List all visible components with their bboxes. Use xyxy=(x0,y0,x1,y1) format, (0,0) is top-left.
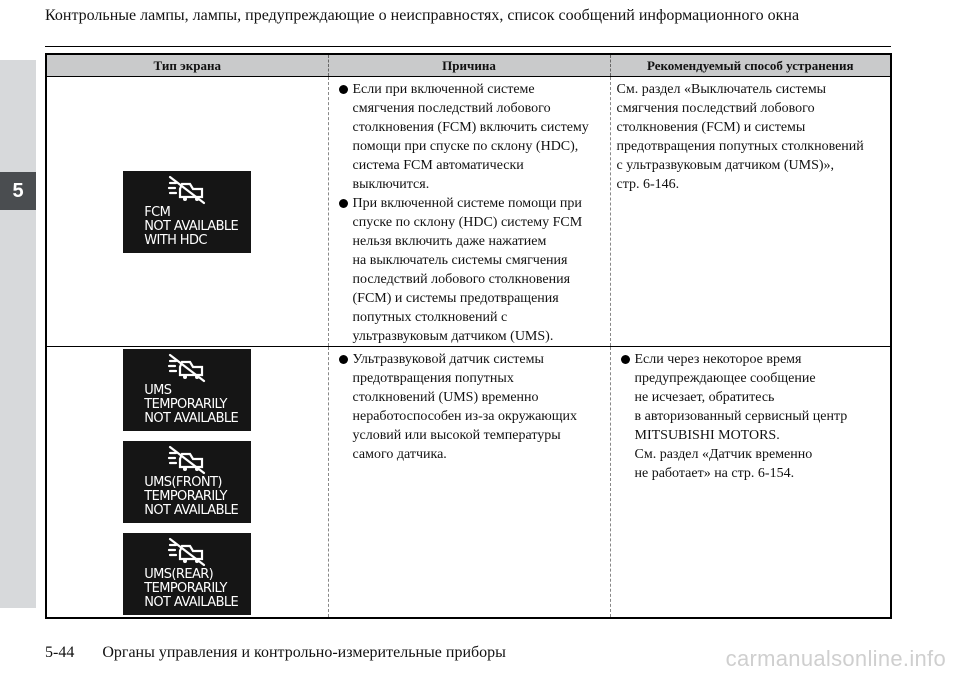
chapter-number: 5 xyxy=(0,172,36,210)
remedy-line: MITSUBISHI MOTORS. xyxy=(634,428,780,443)
info-display-screen xyxy=(123,349,251,431)
cause-line: смягчения последствий лобового xyxy=(352,101,551,116)
cause-list xyxy=(335,80,604,346)
remedy-line: предупреждающее сообщение xyxy=(634,371,816,386)
cause-line: столкновения (FCM) включить систему xyxy=(352,120,589,135)
remedy-line: смягчения последствий лобового xyxy=(616,101,815,116)
table-row xyxy=(46,77,891,347)
display-message-line: NOT AVAILABLE xyxy=(144,595,239,610)
cause-line: попутных столкновений с xyxy=(352,310,508,325)
info-display-screen xyxy=(123,441,251,523)
cause-item xyxy=(335,80,604,194)
cause-line: выключится. xyxy=(352,177,430,192)
page-header-title: Контрольные лампы, лампы, предупреждающие о неисправностях, список сообщений информационного окна xyxy=(45,7,800,24)
display-message-line: UMS xyxy=(144,383,172,398)
remedy-line: с ультразвуковым датчиком (UMS)», xyxy=(616,158,835,173)
info-display-screen xyxy=(123,533,251,615)
page-number: 5-44 xyxy=(45,644,75,661)
column-header-screen-type: Тип экрана xyxy=(46,54,328,77)
cause-line: условий или высокой температуры xyxy=(352,428,561,443)
display-message-line: TEMPORARILY xyxy=(144,489,227,504)
display-message-text xyxy=(144,476,238,518)
table-row xyxy=(46,347,891,619)
screen-stack xyxy=(47,349,328,615)
column-header-remedy: Рекомендуемый способ устранения xyxy=(610,54,891,77)
page-footer xyxy=(45,644,506,662)
cause-line: система FCM автоматически xyxy=(352,158,524,173)
cause-line: помощи при спуске по склону (HDC), xyxy=(352,139,579,154)
remedy-line: См. раздел «Выключатель системы xyxy=(616,82,827,97)
cause-item xyxy=(335,194,604,346)
cause-line: самого датчика. xyxy=(352,447,447,462)
remedy-line: стр. 6-146. xyxy=(616,177,680,192)
cause-cell xyxy=(328,77,610,347)
display-message-line: TEMPORARILY xyxy=(144,397,227,412)
header-divider xyxy=(45,46,891,47)
info-display-screen xyxy=(123,171,251,253)
cause-line: Ультразвуковой датчик системы xyxy=(352,352,544,367)
screen-type-cell xyxy=(46,347,328,619)
cause-line: неработоспособен из-за окружающих xyxy=(352,409,578,424)
table-header-row xyxy=(46,54,891,77)
remedy-line: Если через некоторое время xyxy=(634,352,802,367)
cause-line: на выключатель системы смягчения xyxy=(352,253,568,268)
watermark: carmanualsonline.info xyxy=(725,646,946,671)
display-message-text xyxy=(144,568,238,610)
cause-line: При включенной системе помощи при xyxy=(352,196,582,211)
cause-line: Если при включенной системе xyxy=(352,82,535,97)
cause-line: предотвращения попутных xyxy=(352,371,514,386)
display-message-line: FCM xyxy=(144,204,171,220)
display-message-line: NOT AVAILABLE xyxy=(144,411,239,426)
remedy-item xyxy=(617,350,885,483)
cause-cell xyxy=(328,347,610,619)
remedy-paragraph xyxy=(617,80,885,194)
cause-list xyxy=(335,350,604,464)
screen-stack xyxy=(47,171,328,253)
cause-line: столкновений (UMS) временно xyxy=(352,390,539,405)
display-message-line: TEMPORARILY xyxy=(144,581,227,596)
cause-line: нельзя включить даже нажатием xyxy=(352,234,547,249)
display-message-line: NOT AVAILABLE xyxy=(144,503,239,518)
chapter-side-tab xyxy=(0,60,36,608)
display-message-line: UMS(FRONT) xyxy=(144,475,222,490)
remedy-line: не исчезает, обратитесь xyxy=(634,390,775,405)
remedy-line: столкновения (FCM) и системы xyxy=(616,120,806,135)
cause-line: последствий лобового столкновения xyxy=(352,272,571,287)
remedy-line: См. раздел «Датчик временно xyxy=(634,447,813,462)
remedy-line: в авторизованный сервисный центр xyxy=(634,409,848,424)
cause-line: (FCM) и системы предотвращения xyxy=(352,291,559,306)
display-message-line: WITH HDC xyxy=(144,232,207,248)
column-header-cause: Причина xyxy=(328,54,610,77)
footer-section-title: Органы управления и контрольно-измерительные приборы xyxy=(102,644,506,661)
display-message-line: NOT AVAILABLE xyxy=(144,218,239,234)
cause-line: ультразвуковым датчиком (UMS). xyxy=(352,329,554,344)
remedy-line: предотвращения попутных столкновений xyxy=(616,139,864,154)
remedy-list xyxy=(617,350,885,483)
messages-table xyxy=(45,53,892,619)
display-message-line: UMS(REAR) xyxy=(144,567,214,582)
display-message-text xyxy=(144,206,238,248)
screen-type-cell xyxy=(46,77,328,347)
remedy-cell xyxy=(610,77,891,347)
cause-item xyxy=(335,350,604,464)
remedy-cell xyxy=(610,347,891,619)
display-message-text xyxy=(144,384,238,426)
remedy-line: не работает» на стр. 6-154. xyxy=(634,466,795,481)
cause-line: спуске по склону (HDC) систему FCM xyxy=(352,215,583,230)
